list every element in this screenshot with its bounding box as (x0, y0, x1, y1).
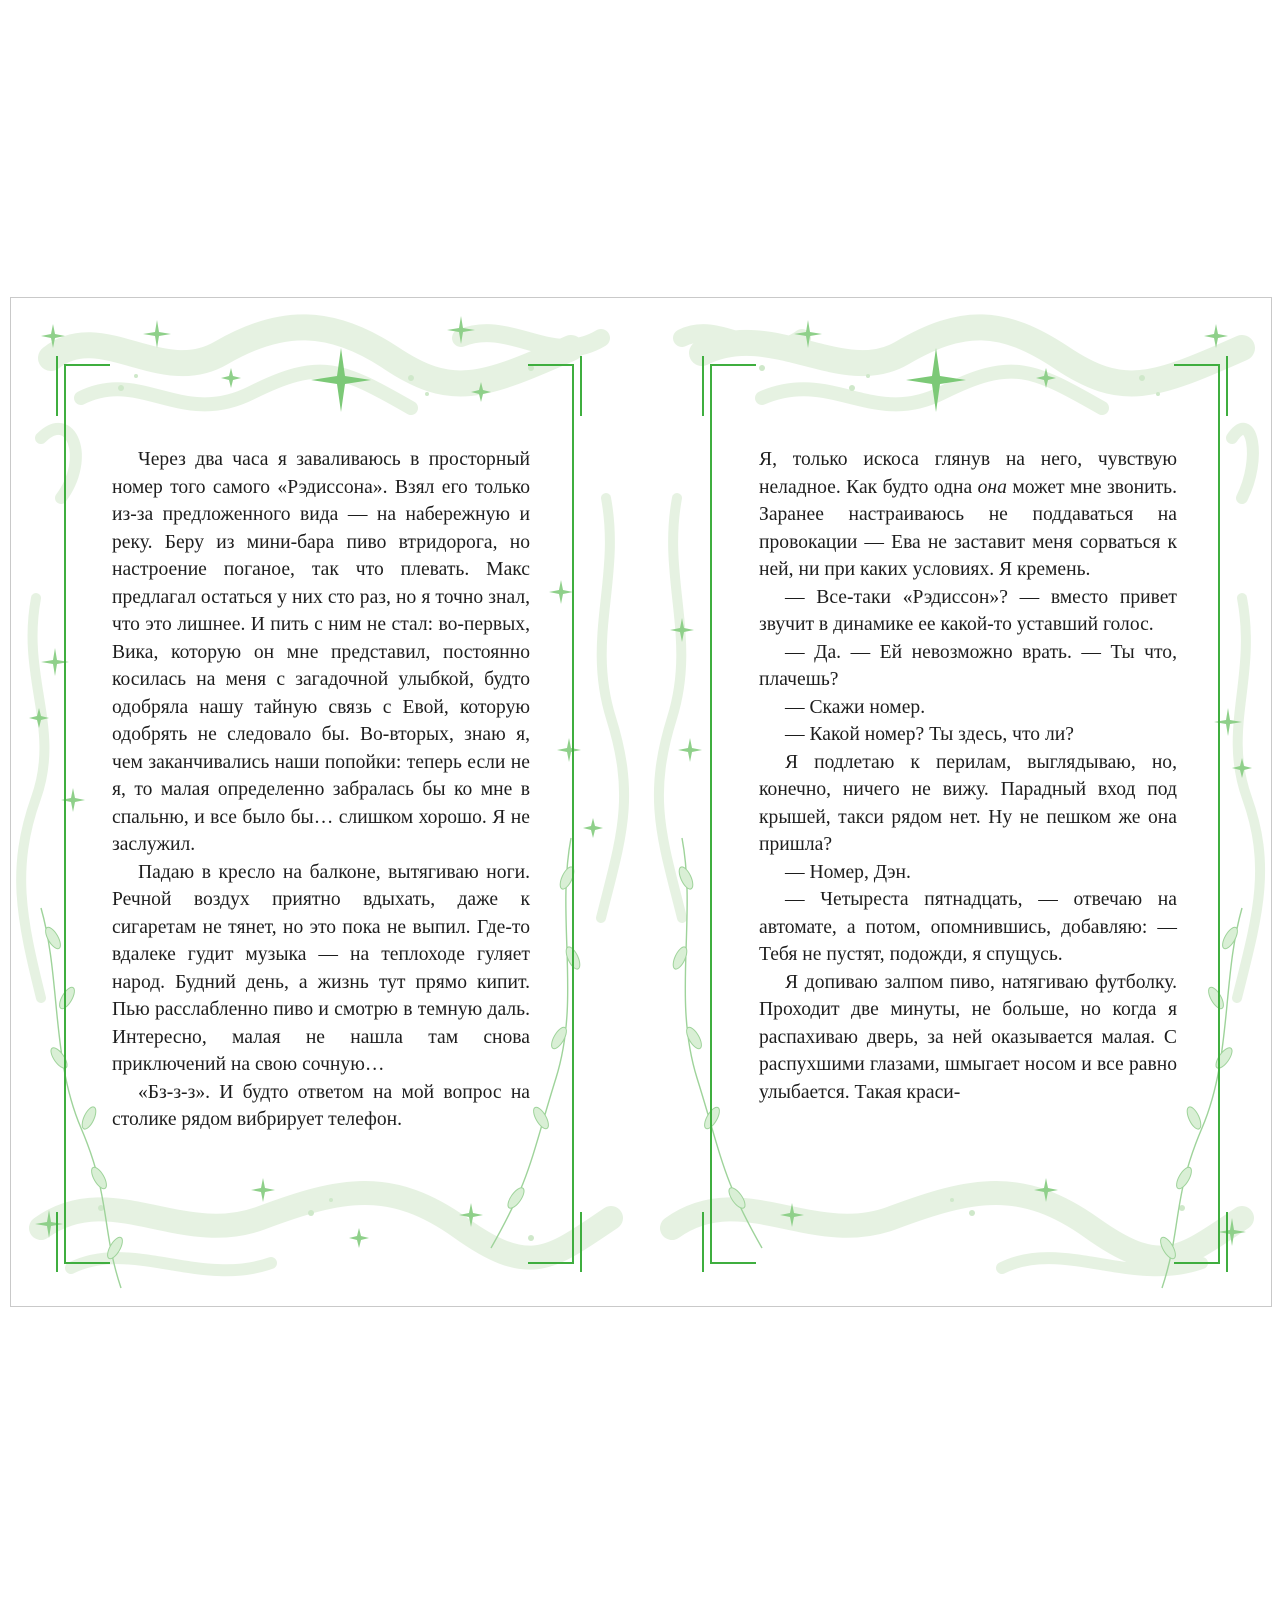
leaf-icon (670, 945, 689, 971)
sparkle-icon (583, 818, 603, 838)
paragraph: — Номер, Дэн. (785, 861, 911, 883)
paragraph: — Все-таки «Рэдиссон»? — вместо привет звучит в динамике ее какой-то уставший голос. (759, 586, 1177, 635)
paragraph: Я подлетаю к перилам, выглядываю, но, конечно, ничего не вижу. Парадный вход под крышей, такси рядом нет. Ну не пешком же она пришла? (759, 751, 1177, 855)
right-page (642, 298, 1273, 1306)
leaf-icon (43, 925, 64, 951)
paragraph (759, 446, 1177, 584)
book-spread (10, 297, 1272, 1307)
leaf-icon (1220, 925, 1241, 951)
paragraph: Через два часа я заваливаюсь в просторный номер того самого «Рэдиссона». Взял его только из-за предложенного вида — на набережную и реку. Беру из мини-бара пиво втридорога, но настроение поганое, так что плевать. Макс предлагал остаться у них сто раз, но я точно знал, что это лишнее. И пить с ним не стал: во-первых, Вика, которую он мне представил, постоянно косилась на меня с загадочной улыбкой, будто одобряла нашу тайную связь с Евой, которую одобрять не следовало бы. Во-вторых, знаю я, чем заканчивались наши попойки: теперь если не я, то малая определенно забралась бы ко мне в спальню, и все было бы… слишком хорошо. Я не заслужил. (112, 449, 530, 855)
paragraph: — Четыреста пятнадцать, — отвечаю на автомате, а потом, опомнившись, добавляю: — Тебя не пустят, подожди, я спущусь. (759, 889, 1177, 965)
sparkle-icon (143, 320, 171, 348)
emphasis: она (977, 476, 1007, 498)
paragraph: Падаю в кресло на балконе, вытягиваю ноги. Речной воздух приятно вдыхать, даже к сигаретам не тянет, но это пока не выпил. Где-то вдалеке гудит музыка — на теплоходе гуляет народ. Будний день, а жизнь тут прямо кипит. Пью расслабленно пиво и смотрю в темную даль. Интересно, малая не нашла там снова приключений на свою сочную… (112, 861, 530, 1075)
text-span: Я, только искоса глянув на него, чувствую неладное. Как будто одна (759, 449, 1177, 498)
sparkle-icon (678, 738, 702, 762)
paragraph: Я допиваю залпом пиво, натягиваю футболку. Проходит две минуты, не больше, но когда я распахиваю дверь, за ней оказывается малая. С распухшими глазами, шмыгает носом и все равно улыбается. Такая краси- (759, 971, 1177, 1103)
paragraph: — Да. — Ей невозможно врать. — Ты что, плачешь? (759, 641, 1177, 690)
paragraph: «Бз-з-з». И будто ответом на мой вопрос на столике рядом вибрирует телефон. (112, 1081, 530, 1130)
sparkle-icon (670, 618, 694, 642)
left-page (11, 298, 642, 1306)
paragraph: — Какой номер? Ты здесь, что ли? (785, 724, 1074, 745)
paragraph: — Скажи номер. (785, 696, 926, 718)
leaf-icon (684, 1025, 705, 1051)
text-span: может мне звонить. Заранее настраиваюсь не поддаваться на провокации — Ева не заставит меня сорваться к ней, ни при каких условиях. Я кремень. (759, 476, 1178, 580)
left-page-text (112, 446, 530, 1134)
right-page-text (759, 446, 1177, 1106)
